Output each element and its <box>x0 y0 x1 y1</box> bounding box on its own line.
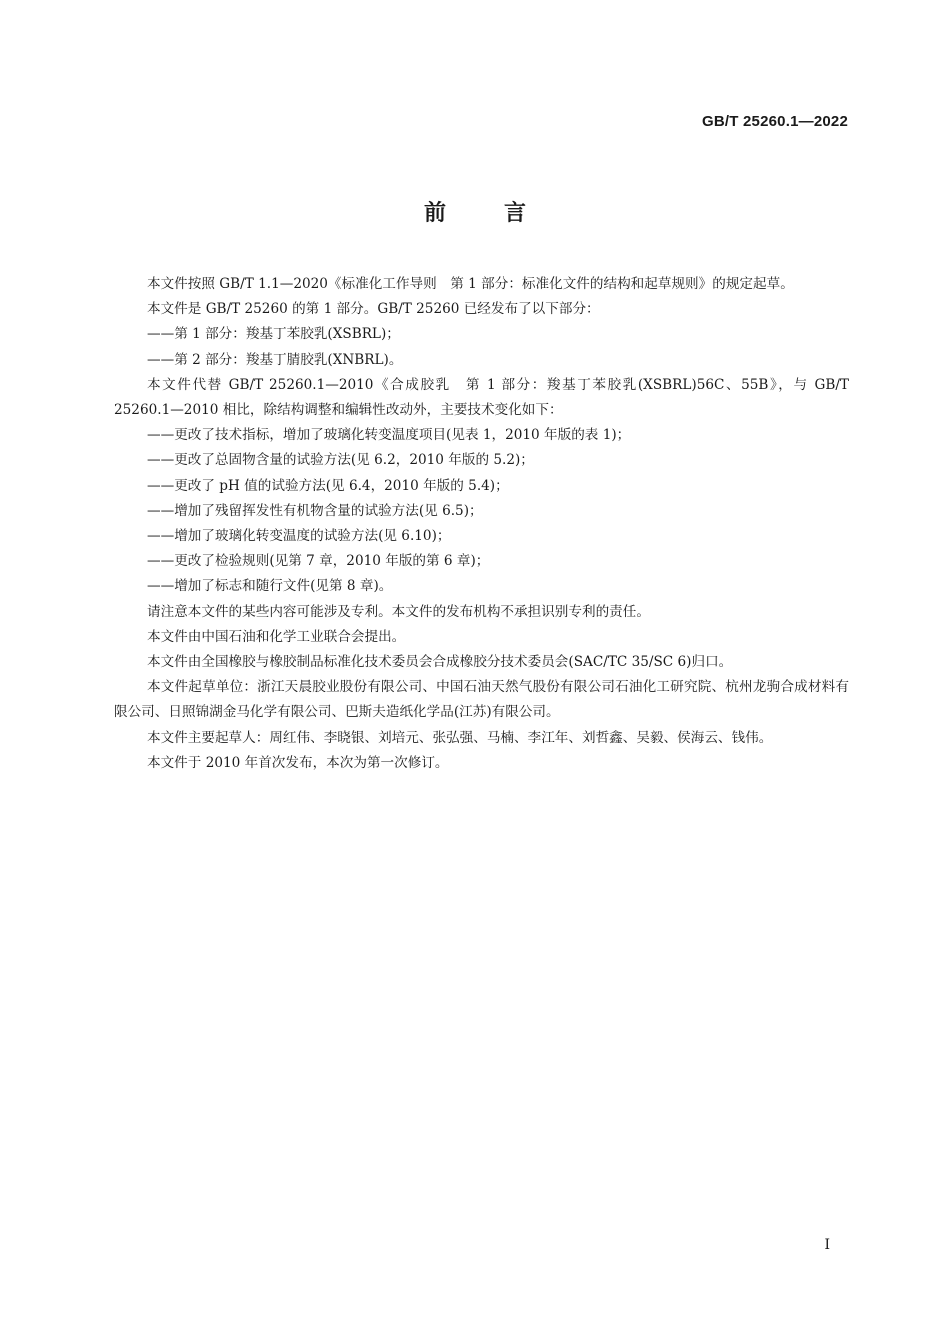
paragraph-drafters: 本文件主要起草人：周红伟、李晓银、刘培元、张弘强、马楠、李江年、刘哲鑫、吴毅、侯海云、钱伟。 <box>147 729 773 746</box>
paragraph-patent-notice: 请注意本文件的某些内容可能涉及专利。本文件的发布机构不承担识别专利的责任。 <box>147 603 650 620</box>
list-item-change-7: ——增加了标志和随行文件(见第 8 章)。 <box>147 578 393 595</box>
foreword-body <box>114 272 849 776</box>
paragraph-history: 本文件于 2010 年首次发布，本次为第一次修订。 <box>147 754 449 771</box>
paragraph-part-intro: 本文件是 GB/T 25260 的第 1 部分。GB/T 25260 已经发布了以下部分： <box>147 301 600 318</box>
paragraph-proposed-by: 本文件由中国石油和化学工业联合会提出。 <box>147 628 406 645</box>
page-number: I <box>824 1237 830 1253</box>
paragraph-under-jurisdiction: 本文件由全国橡胶与橡胶制品标准化技术委员会合成橡胶分技术委员会(SAC/TC 35/SC 6)归口。 <box>147 654 733 671</box>
page-title: 前言 <box>423 201 584 226</box>
paragraph-drafting-rules: 本文件按照 GB/T 1.1—2020《标准化工作导则 第 1 部分：标准化文件的结构和起草规则》的规定起草。 <box>147 276 794 292</box>
list-item-part-2: ——第 2 部分：羧基丁腈胶乳(XNBRL)。 <box>147 351 403 368</box>
standard-code: GB/T 25260.1—2022 <box>702 113 848 130</box>
list-item-change-4: ——增加了残留挥发性有机物含量的试验方法(见 6.5)； <box>147 502 483 519</box>
list-item-change-5: ——增加了玻璃化转变温度的试验方法(见 6.10)； <box>147 528 451 545</box>
list-item-change-3: ——更改了 pH 值的试验方法(见 6.4，2010 年版的 5.4)； <box>147 477 509 494</box>
list-item-change-1: ——更改了技术指标，增加了玻璃化转变温度项目(见表 1，2010 年版的表 1)； <box>147 427 631 444</box>
paragraph-drafting-units: 本文件起草单位：浙江天晨胶业股份有限公司、中国石油天然气股份有限公司石油化工研究院、杭州龙驹合成材料有限公司、日照锦湖金马化学有限公司、巴斯夫造纸化学品(江苏)有限公司。 <box>114 679 849 721</box>
list-item-change-6: ——更改了检验规则(见第 7 章，2010 年版的第 6 章)； <box>147 553 490 570</box>
list-item-part-1: ——第 1 部分：羧基丁苯胶乳(XSBRL)； <box>147 326 400 343</box>
paragraph-replaces: 本文件代替 GB/T 25260.1—2010《合成胶乳 第 1 部分：羧基丁苯胶乳(XSBRL)56C、55B》，与 GB/T 25260.1—2010 相比，除结构调整和编辑性改动外，主要技术变化如下： <box>114 376 849 419</box>
list-item-change-2: ——更改了总固物含量的试验方法(见 6.2，2010 年版的 5.2)； <box>147 452 534 469</box>
